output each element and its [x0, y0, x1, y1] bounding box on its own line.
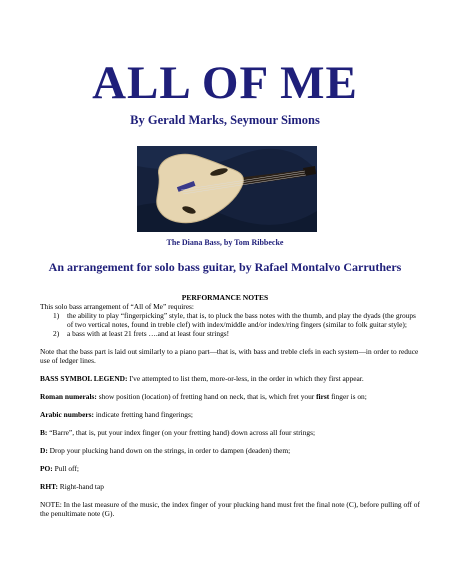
list-number: 1) [53, 311, 60, 320]
roman-numerals-paragraph [40, 392, 422, 401]
d-label: D: [40, 446, 48, 455]
legend-text: I've attempted to list them, more-or-less, in the order in which they first appear. [127, 374, 364, 383]
arrangement-subtitle: An arrangement for solo bass guitar, by Rafael Montalvo Carruthers [48, 260, 402, 274]
po-text: Pull off; [52, 464, 79, 473]
list-text: the ability to play “fingerpicking” style, that is, to pluck the bass notes with the thumb, and play the dyads (the groups of two vertical notes, found in treble clef) with index/middle and/or index/ring fingers (similar to folk guitar style); [67, 311, 416, 329]
list-number: 2) [53, 329, 60, 338]
roman-bold: first [316, 392, 330, 401]
document-title: ALL OF ME [92, 57, 358, 109]
roman-text-a: show position (location) of fretting hand on neck, that is, which fret your [96, 392, 317, 401]
arabic-label: Arabic numbers: [40, 410, 94, 419]
right-hand-tap-paragraph [40, 482, 422, 491]
arabic-numbers-paragraph [40, 410, 422, 419]
requirements-intro: This solo bass arrangement of “All of Me” requires: [40, 302, 194, 311]
performance-notes-body [40, 302, 422, 518]
b-label: B: [40, 428, 48, 437]
d-text: Drop your plucking hand down on the strings, in order to dampen (deaden) them; [47, 446, 291, 455]
bass-guitar-illustration [137, 146, 317, 232]
roman-text-b: finger is on; [329, 392, 367, 401]
list-text: a bass with at least 21 frets ….and at least four strings! [67, 329, 230, 338]
drop-paragraph [40, 446, 422, 455]
legend-paragraph [40, 374, 422, 383]
layout-note: Note that the bass part is laid out similarly to a piano part—that is, with bass and treble clefs in each system—in order to reduce use of ledger lines. [40, 347, 419, 365]
legend-label: BASS SYMBOL LEGEND: [40, 374, 128, 383]
rht-label: RHT: [40, 482, 58, 491]
photo-caption: The Diana Bass, by Tom Ribbecke [166, 238, 284, 247]
performance-notes-heading: PERFORMANCE NOTES [181, 293, 269, 302]
list-item [40, 329, 422, 338]
requirements-list [40, 311, 422, 338]
pull-off-paragraph [40, 464, 422, 473]
final-note: NOTE: In the last measure of the music, the index finger of your plucking hand must fret the final note (C), before pulling off of the penultimate note (G). [40, 500, 420, 518]
arabic-text: indicate fretting hand fingerings; [94, 410, 193, 419]
list-item [40, 311, 422, 329]
authors-line: By Gerald Marks, Seymour Simons [130, 113, 320, 127]
roman-label: Roman numerals: [40, 392, 97, 401]
po-label: PO: [40, 464, 53, 473]
barre-paragraph [40, 428, 422, 437]
bass-guitar-photo [137, 146, 317, 232]
rht-text: Right-hand tap [57, 482, 104, 491]
b-text: “Barre”, that is, put your index finger (on your fretting hand) down across all four strings; [47, 428, 316, 437]
